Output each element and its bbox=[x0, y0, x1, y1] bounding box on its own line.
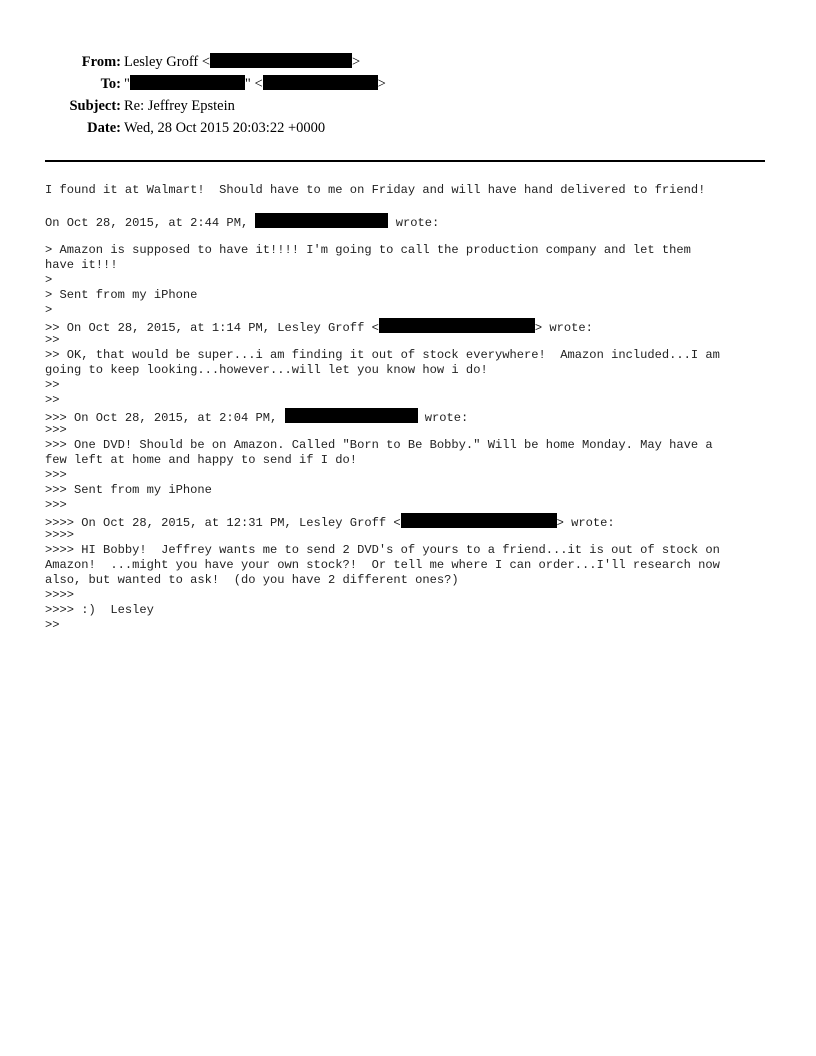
body-line: >> OK, that would be super...i am finding it out of stock everywhere! Amazon included...I am bbox=[45, 348, 720, 362]
body-line: >>> bbox=[45, 468, 67, 482]
body-line bbox=[45, 213, 780, 228]
body-line: I found it at Walmart! Should have to me on Friday and will have hand delivered to friend! bbox=[45, 183, 706, 197]
body-line: >> bbox=[45, 618, 60, 632]
body-line: have it!!! bbox=[45, 258, 118, 272]
header-divider bbox=[45, 160, 765, 162]
quote-attribution-end: wrote: bbox=[417, 411, 469, 425]
body-line: >>> bbox=[45, 498, 67, 512]
body-line: >> bbox=[45, 333, 60, 347]
redaction-box bbox=[210, 53, 352, 68]
redaction-box bbox=[263, 75, 378, 90]
email-header bbox=[0, 53, 816, 141]
body-line bbox=[45, 513, 780, 528]
quote-attribution-end: > wrote: bbox=[556, 516, 615, 530]
body-line: > Sent from my iPhone bbox=[45, 288, 198, 302]
body-line bbox=[45, 318, 780, 333]
quote-attribution: >> On Oct 28, 2015, at 1:14 PM, Lesley Groff < bbox=[45, 321, 379, 335]
body-line: >>>> HI Bobby! Jeffrey wants me to send 2 DVD's of yours to a friend...it is out of stock on bbox=[45, 543, 720, 557]
subject-row bbox=[0, 97, 816, 119]
from-name: Lesley Groff < bbox=[124, 54, 211, 70]
quote-attribution-end: wrote: bbox=[388, 216, 440, 230]
quote-attribution: >>> On Oct 28, 2015, at 2:04 PM, bbox=[45, 411, 285, 425]
body-line: >> bbox=[45, 378, 60, 392]
body-line: >>> One DVD! Should be on Amazon. Called "Born to Be Bobby." Will be home Monday. May have a bbox=[45, 438, 713, 452]
quote-attribution: On Oct 28, 2015, at 2:44 PM, bbox=[45, 216, 256, 230]
subject-value: Re: Jeffrey Epstein bbox=[124, 98, 235, 114]
subject-label: Subject: bbox=[69, 98, 121, 114]
from-row bbox=[0, 53, 816, 75]
to-label: To: bbox=[100, 76, 121, 92]
body-line: going to keep looking...however...will let you know how i do! bbox=[45, 363, 488, 377]
redaction-box bbox=[401, 513, 557, 528]
redaction-box bbox=[130, 75, 245, 90]
body-line: >>>> bbox=[45, 588, 75, 602]
body-line bbox=[45, 408, 780, 423]
email-body bbox=[45, 183, 780, 633]
from-label: From: bbox=[81, 54, 121, 70]
quote-attribution: >>>> On Oct 28, 2015, at 12:31 PM, Lesley Groff < bbox=[45, 516, 401, 530]
date-label: Date: bbox=[87, 120, 121, 136]
body-line: > bbox=[45, 303, 53, 317]
to-value bbox=[124, 75, 386, 93]
body-line: also, but wanted to ask! (do you have 2 different ones?) bbox=[45, 573, 459, 587]
to-mid: " < bbox=[244, 76, 263, 92]
body-line: >>> bbox=[45, 423, 67, 437]
body-line: > Amazon is supposed to have it!!!! I'm going to call the production company and let them bbox=[45, 243, 691, 257]
redaction-box bbox=[285, 408, 418, 423]
body-line: > bbox=[45, 273, 53, 287]
body-line: >>>> bbox=[45, 528, 75, 542]
body-line: Amazon! ...might you have your own stock?! Or tell me where I can order...I'll research now bbox=[45, 558, 720, 572]
blank-line bbox=[45, 198, 780, 213]
blank-line bbox=[45, 228, 780, 243]
redaction-box bbox=[379, 318, 535, 333]
to-open-quote: " bbox=[124, 76, 130, 92]
quote-attribution-end: > wrote: bbox=[534, 321, 593, 335]
to-row bbox=[0, 75, 816, 97]
body-line: >>> Sent from my iPhone bbox=[45, 483, 212, 497]
redaction-box bbox=[255, 213, 388, 228]
to-close: > bbox=[377, 76, 386, 92]
from-close: > bbox=[352, 54, 361, 70]
from-value bbox=[124, 53, 360, 71]
body-line: >>>> :) Lesley bbox=[45, 603, 154, 617]
date-value: Wed, 28 Oct 2015 20:03:22 +0000 bbox=[124, 120, 326, 136]
body-line: >> bbox=[45, 393, 60, 407]
body-line: few left at home and happy to send if I do! bbox=[45, 453, 358, 467]
date-row bbox=[0, 119, 816, 141]
